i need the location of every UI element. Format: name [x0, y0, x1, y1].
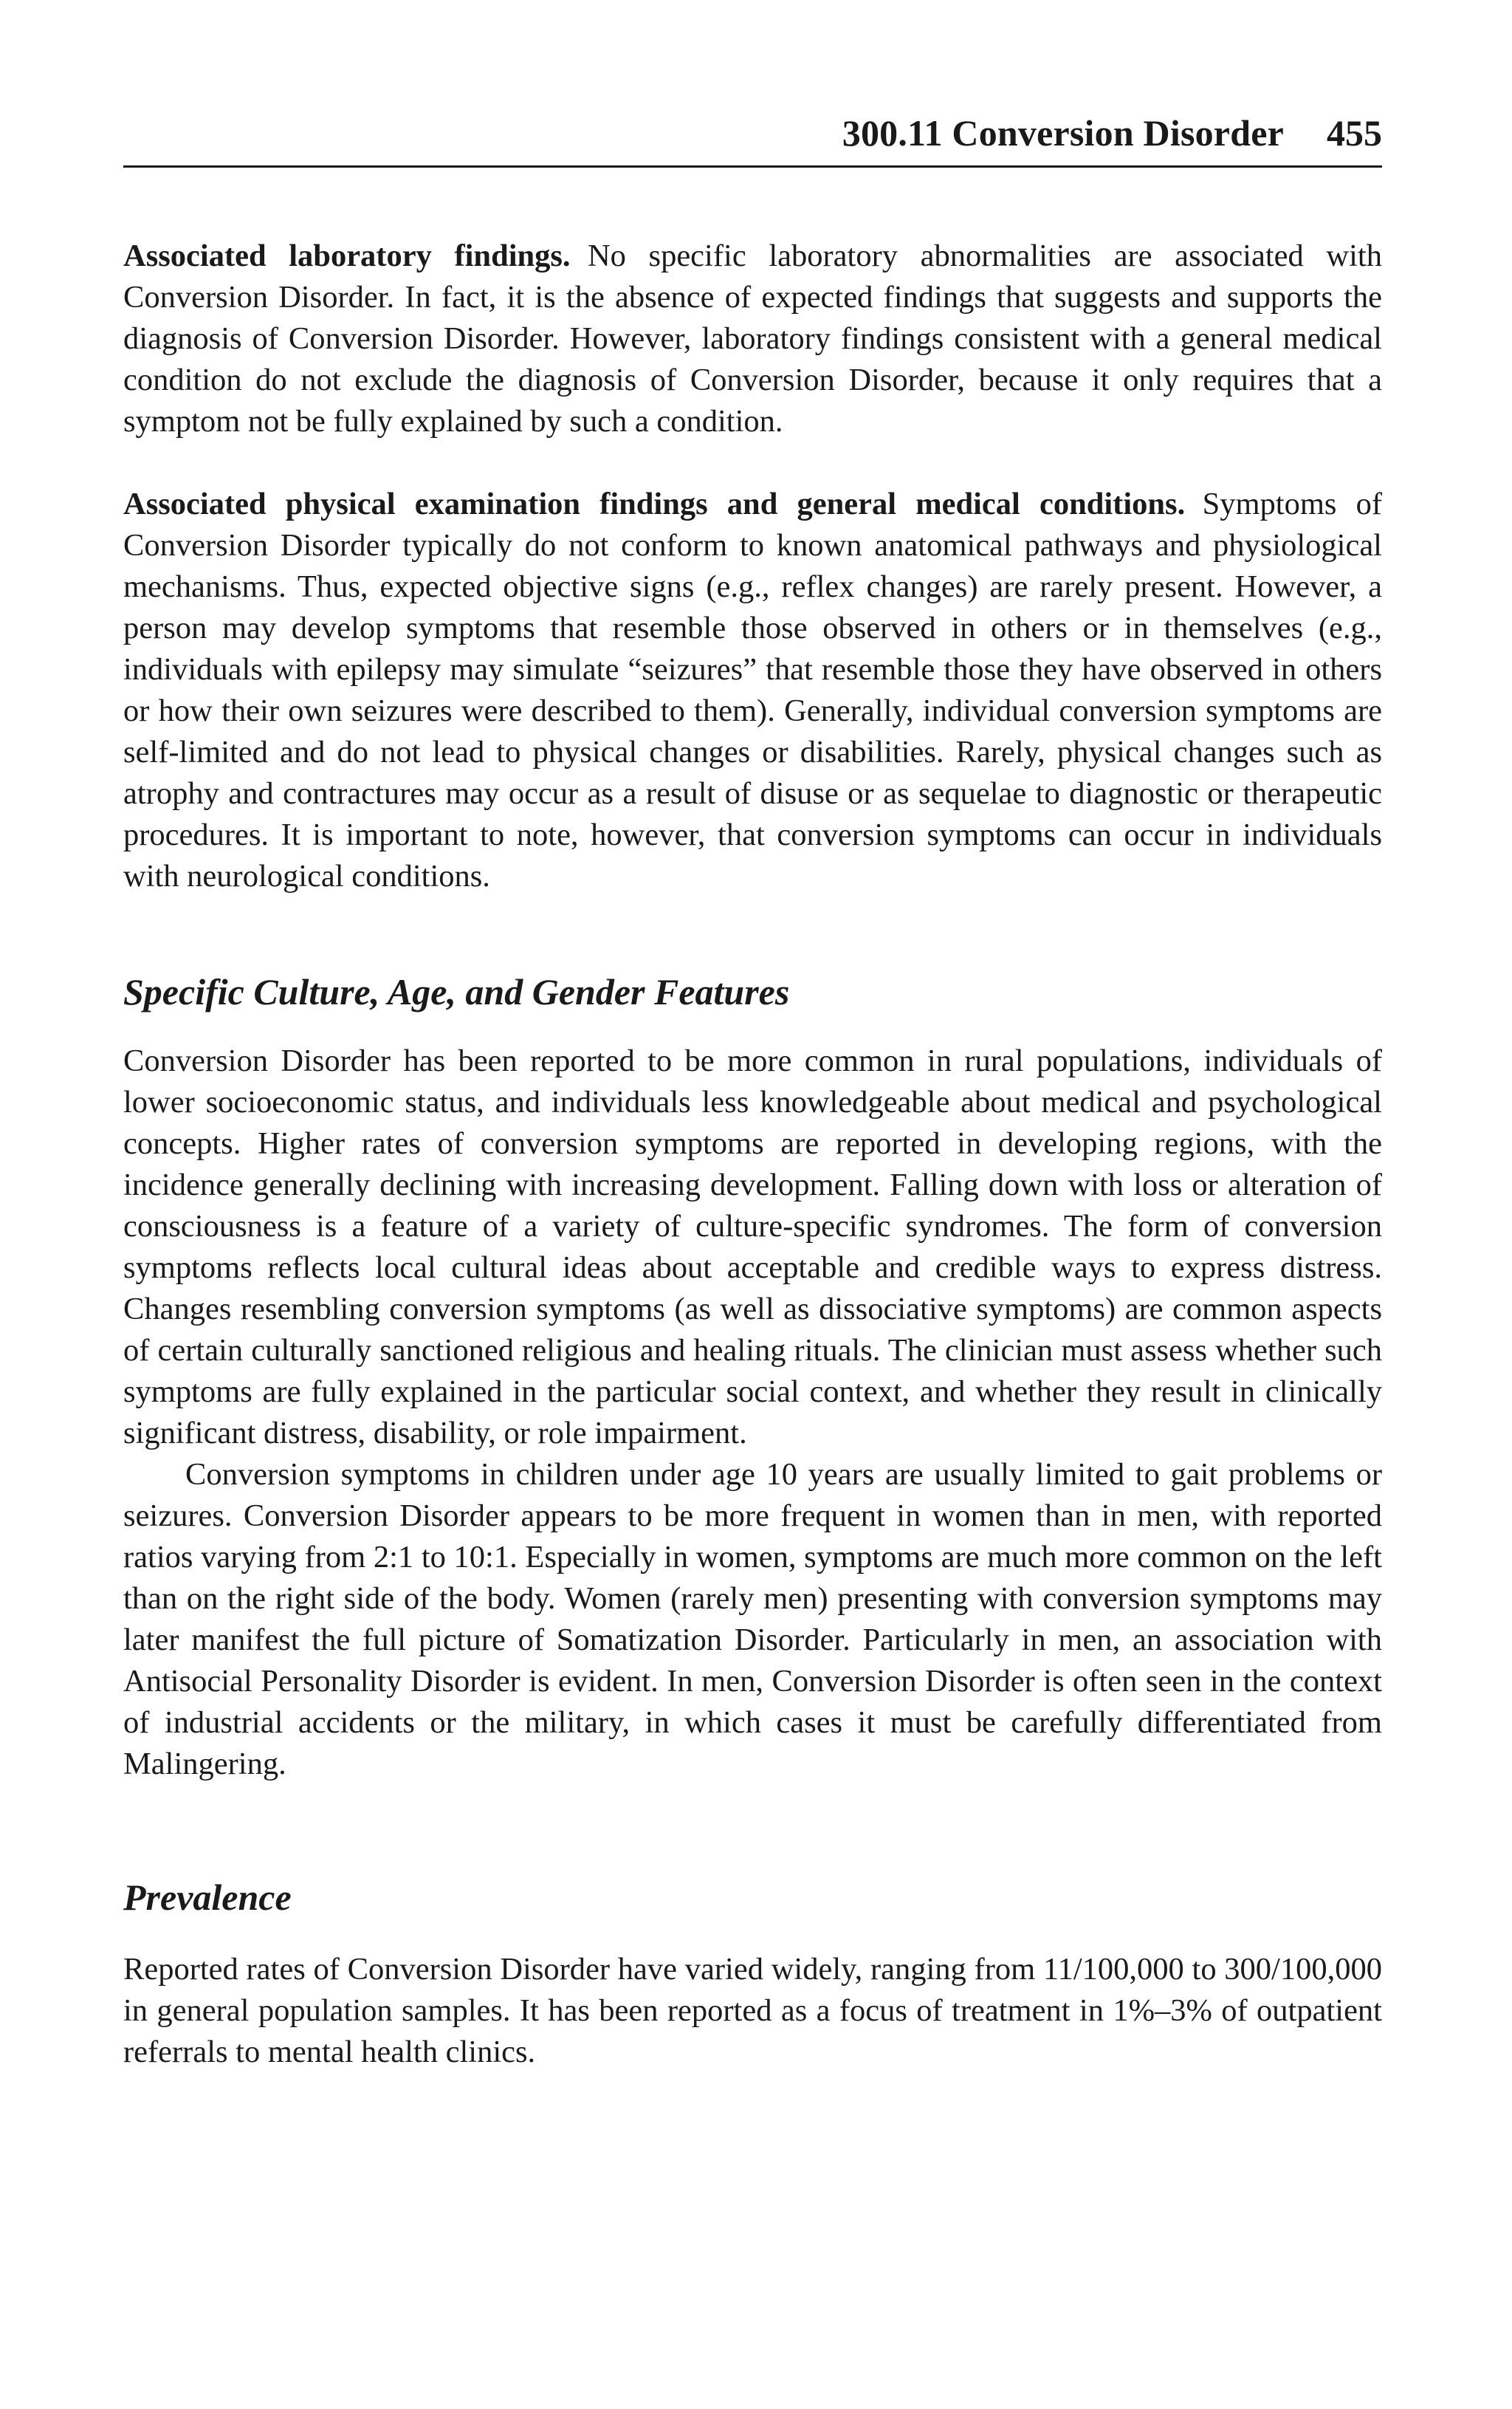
page-number: 455	[1327, 112, 1382, 154]
running-head	[123, 111, 1382, 168]
run-in-heading-physical: Associated physical examination findings and general medical conditions.	[123, 487, 1186, 521]
paragraph-prevalence-1: Reported rates of Conversion Disorder have varied widely, ranging from 11/100,000 to 300/100,000 in general population samples. It has been reported as a focus of treatment in 1%–3% of outpatient referrals to mental health clinics.	[123, 1952, 1382, 2069]
page-body	[123, 236, 1382, 2073]
paragraph-culture-2: Conversion symptoms in children under age 10 years are usually limited to gait problems or seizures. Conversion Disorder appears to be more frequent in women than in men, with reported ratios varying from 2:1 to 10:1. Especially in women, symptoms are much more common on the left than on the right side of the body. Women (rarely men) presenting with conversion symptoms may later manifest the full picture of Somatization Disorder. Particularly in men, an association with Antisocial Personality Disorder is evident. In men, Conversion Disorder is often seen in the context of industrial accidents or the military, in which cases it must be carefully differentiated from Malingering.	[123, 1457, 1382, 1781]
paragraph-associated-physical-findings	[123, 484, 1382, 897]
running-head-title: 300.11 Conversion Disorder	[842, 112, 1284, 154]
paragraph-text: Symptoms of Conversion Disorder typically do not conform to known anatomical pathways and physiological mechanisms. Thus, expected objective signs (e.g., reflex changes) are rarely present. However, a person may develop symptoms that resemble those observed in others or in themselves (e.g., individuals with epilepsy may simulate “seizures” that resemble those they have observed in others or how their own seizures were described to them). Generally, individual conversion symptoms are self-limited and do not lead to physical changes or disabilities. Rarely, physical changes such as atrophy and contractures may occur as a result of disuse or as sequelae to diagnostic or therapeutic procedures. It is important to note, however, that conversion symptoms can occur in individuals with neurological conditions.	[123, 487, 1382, 894]
section-heading-culture-age-gender: Specific Culture, Age, and Gender Features	[123, 971, 790, 1012]
paragraph-associated-laboratory-findings	[123, 236, 1382, 442]
paragraph-culture-1: Conversion Disorder has been reported to be more common in rural populations, individuals of lower socioeconomic status, and individuals less knowledgeable about medical and psychological concepts. Higher rates of conversion symptoms are reported in developing regions, with the incidence generally declining with increasing development. Falling down with loss or alteration of consciousness is a feature of a variety of culture-specific syndromes. The form of conversion symptoms reflects local cultural ideas about acceptable and credible ways to express distress. Changes resembling conversion symptoms (as well as dissociative symptoms) are common aspects of certain culturally sanctioned religious and healing rituals. The clinician must assess whether such symptoms are fully explained in the particular social context, and whether they result in clinically significant distress, disability, or role impairment.	[123, 1044, 1382, 1450]
paragraph-text: No specific laboratory abnormalities are associated with Conversion Disorder. In fact, it is the absence of expected findings that suggests and supports the diagnosis of Conversion Disorder. However, laboratory findings consistent with a general medical condition do not exclude the diagnosis of Conversion Disorder, because it only requires that a symptom not be fully explained by such a condition.	[123, 239, 1382, 439]
run-in-heading-laboratory: Associated laboratory findings.	[123, 239, 571, 273]
book-page	[123, 111, 1382, 2073]
section-heading-prevalence: Prevalence	[123, 1877, 292, 1918]
